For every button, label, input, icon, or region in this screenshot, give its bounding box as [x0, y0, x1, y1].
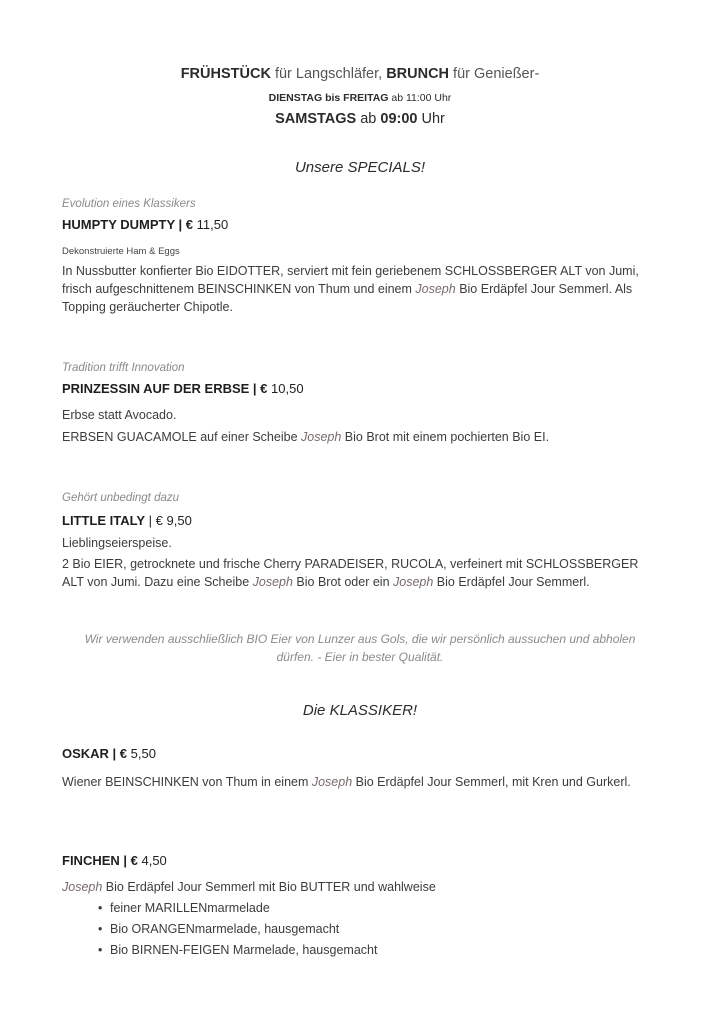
item-subtitle: Erbse statt Avocado.	[62, 408, 177, 422]
brunch-label: BRUNCH	[386, 66, 450, 82]
list-item: • Bio ORANGENmarmelade, hausgemacht	[98, 919, 377, 940]
item-name: LITTLE ITALY	[62, 513, 146, 528]
item-description	[62, 773, 662, 791]
desc-text: Bio Erdäpfel Jour Semmerl, mit Kren und Gurkerl.	[352, 775, 631, 789]
item-price: 5,50	[127, 746, 156, 761]
item-tagline: Gehört unbedingt dazu	[62, 492, 180, 504]
list-item: • feiner MARILLENmarmelade	[98, 898, 377, 919]
joseph-brand: Joseph	[311, 775, 353, 789]
item-title	[62, 853, 167, 868]
item-description	[62, 878, 662, 896]
joseph-brand: Joseph	[62, 880, 103, 894]
desc-text: ERBSEN GUACAMOLE auf einer Scheibe	[62, 430, 301, 444]
desc-text: Bio Erdäpfel Jour Semmerl. Als Topping geräucherter Chipotle.	[62, 282, 633, 314]
joseph-brand: Joseph	[393, 575, 434, 589]
saturday-time: 09:00	[380, 111, 418, 127]
item-price: 11,50	[193, 217, 229, 232]
item-subtitle: Lieblingseierspeise.	[62, 536, 172, 550]
item-price: 4,50	[137, 853, 167, 868]
joseph-brand: Joseph	[301, 430, 342, 444]
header-text: ab	[356, 111, 381, 127]
item-title	[62, 513, 192, 528]
list-item: • Bio BIRNEN-FEIGEN Marmelade, hausgemacht	[98, 940, 377, 961]
header-text: für Genießer-	[449, 66, 540, 82]
item-name: PRINZESSIN AUF DER ERBSE | €	[62, 381, 268, 396]
weekday-time: ab 11:00 Uhr	[388, 92, 452, 104]
item-name: FINCHEN | €	[62, 853, 138, 868]
header-text: Uhr	[417, 111, 445, 127]
klassiker-title: Die KLASSIKER!	[302, 702, 418, 719]
bio-eggs-note: Wir verwenden ausschließlich BIO Eier von Lunzer aus Gols, die wir persönlich aussuchen und abholen dürfen. - Eier in bester Qualität.	[84, 632, 636, 664]
desc-text: Bio Brot oder ein	[292, 575, 393, 589]
item-name: HUMPTY DUMPTY | €	[62, 217, 194, 232]
item-name: OSKAR | €	[62, 746, 128, 761]
item-tagline: Evolution eines Klassikers	[62, 198, 196, 210]
desc-text: Bio Brot mit einem pochierten Bio EI.	[341, 430, 550, 444]
header-line-2	[0, 92, 720, 104]
desc-text: Bio Erdäpfel Jour Semmerl mit Bio BUTTER und wahlweise	[102, 880, 436, 894]
item-description	[62, 262, 662, 316]
joseph-brand: Joseph	[252, 575, 293, 589]
item-tagline: Tradition trifft Innovation	[62, 362, 185, 374]
header-text: für Langschläfer,	[270, 66, 387, 82]
item-title	[62, 217, 228, 232]
item-description	[62, 555, 662, 591]
weekday-label: DIENSTAG bis FREITAG	[268, 92, 389, 104]
fruehstueck-label: FRÜHSTÜCK	[180, 66, 271, 82]
desc-text: In Nussbutter konfierter Bio EIDOTTER, serviert mit fein geriebenem SCHLOSSBERGER ALT von Jumi, frisch aufgeschnittenem BEINSCHINKEN von Thum und einem	[62, 264, 639, 296]
saturday-label: SAMSTAGS	[275, 111, 357, 127]
item-title	[62, 381, 304, 396]
joseph-brand: Joseph	[415, 282, 456, 296]
item-subtitle: Dekonstruierte Ham & Eggs	[62, 246, 180, 257]
jam-options-list	[98, 898, 377, 961]
item-price: 10,50	[267, 381, 304, 396]
desc-text: Bio Erdäpfel Jour Semmerl.	[433, 575, 590, 589]
item-description	[62, 428, 662, 446]
specials-title: Unsere SPECIALS!	[294, 159, 426, 176]
header-line-3	[0, 111, 720, 127]
item-title	[62, 746, 156, 761]
item-price: | € 9,50	[145, 513, 192, 528]
header-line-1	[0, 66, 720, 82]
desc-text: Wiener BEINSCHINKEN von Thum in einem	[62, 775, 312, 789]
desc-text: 2 Bio EIER, getrocknete und frische Cherry PARADEISER, RUCOLA, verfeinert mit SCHLOSSBERGER ALT von Jumi. Dazu eine Scheibe	[62, 557, 639, 589]
